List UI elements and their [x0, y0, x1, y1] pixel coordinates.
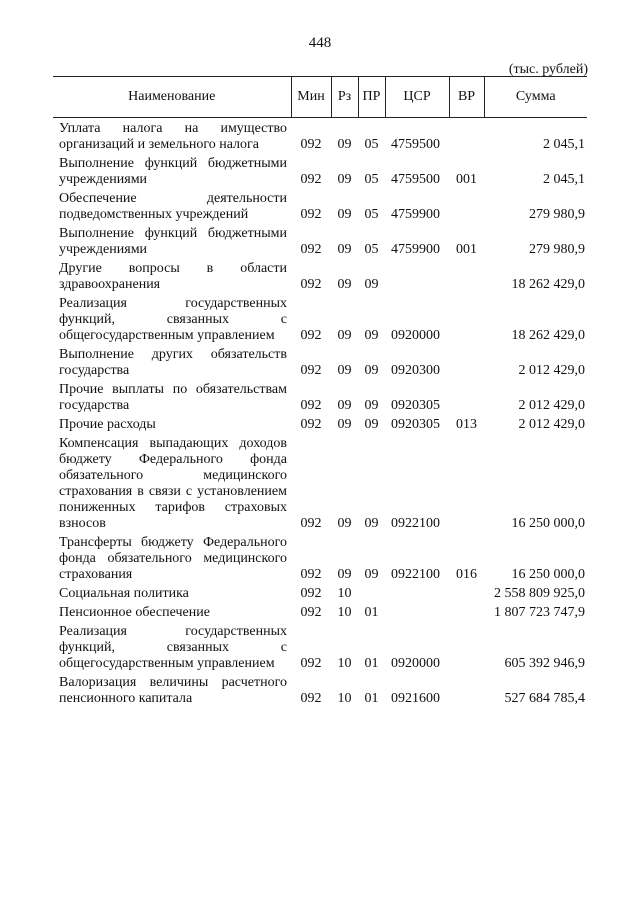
header-sum: Сумма — [484, 77, 587, 118]
cell-rz: 10 — [337, 586, 352, 601]
table-row — [53, 118, 587, 157]
cell-rz: 09 — [337, 242, 352, 257]
cell-vr — [449, 675, 484, 710]
cell-pr: 09 — [364, 328, 379, 343]
cell-csr: 4759500 — [391, 172, 440, 187]
cell-min: 092 — [300, 567, 322, 582]
cell-min: 092 — [300, 398, 322, 413]
cell-sum: 2 045,1 — [543, 137, 585, 152]
cell-min: 092 — [300, 586, 322, 601]
cell-sum: 2 045,1 — [543, 172, 585, 187]
cell-name: Валоризация величины расчетного пенсионного капитала — [59, 675, 287, 706]
cell-rz: 10 — [337, 656, 352, 671]
cell-rz: 09 — [337, 207, 352, 222]
cell-name: Прочие расходы — [59, 417, 156, 432]
cell-csr: 0922100 — [391, 567, 440, 582]
cell-name: Компенсация выпадающих доходов бюджету Федерального фонда обязательного медицинского страхования в связи с установлением пониженных тарифов страховых взносов — [59, 436, 287, 531]
cell-pr: 09 — [364, 567, 379, 582]
cell-min: 092 — [300, 605, 322, 620]
cell-name: Выполнение функций бюджетными учреждениями — [59, 226, 287, 257]
cell-min: 092 — [300, 328, 322, 343]
cell-name: Трансферты бюджету Федерального фонда обязательного медицинского страхования — [59, 535, 287, 582]
cell-sum: 279 980,9 — [529, 207, 585, 222]
table-row — [53, 382, 587, 417]
cell-min: 092 — [300, 363, 322, 378]
cell-min: 092 — [300, 417, 322, 432]
cell-vr — [449, 261, 484, 296]
cell-rz: 09 — [337, 417, 352, 432]
table-row — [53, 605, 587, 624]
cell-sum: 605 392 946,9 — [504, 656, 585, 671]
cell-rz: 09 — [337, 172, 352, 187]
cell-name: Пенсионное обеспечение — [59, 605, 210, 620]
cell-name: Другие вопросы в области здравоохранения — [59, 261, 287, 292]
header-min: Мин — [291, 77, 331, 118]
table-row — [53, 191, 587, 226]
cell-rz: 09 — [337, 516, 352, 531]
cell-vr — [449, 605, 484, 624]
cell-pr: 05 — [364, 172, 379, 187]
cell-vr — [449, 382, 484, 417]
cell-pr: 09 — [364, 516, 379, 531]
cell-rz: 09 — [337, 567, 352, 582]
cell-pr — [358, 586, 385, 605]
cell-min: 092 — [300, 137, 322, 152]
cell-sum: 2 012 429,0 — [518, 398, 585, 413]
cell-sum: 1 807 723 747,9 — [494, 605, 585, 620]
cell-min: 092 — [300, 691, 322, 706]
page-number: 448 — [308, 35, 332, 51]
table-row — [53, 675, 587, 710]
table-row — [53, 156, 587, 191]
cell-pr: 01 — [364, 656, 379, 671]
table-header-row — [53, 77, 587, 118]
cell-vr — [449, 347, 484, 382]
cell-pr: 09 — [364, 417, 379, 432]
cell-csr: 0920305 — [391, 398, 440, 413]
cell-min: 092 — [300, 656, 322, 671]
table-row — [53, 436, 587, 535]
cell-vr — [449, 624, 484, 675]
cell-name: Социальная политика — [59, 586, 189, 601]
cell-name: Прочие выплаты по обязательствам государства — [59, 382, 287, 413]
cell-csr: 4759500 — [391, 137, 440, 152]
cell-csr: 0922100 — [391, 516, 440, 531]
cell-rz: 10 — [337, 605, 352, 620]
cell-vr — [449, 191, 484, 226]
header-vr: ВР — [449, 77, 484, 118]
table-row — [53, 261, 587, 296]
header-rz: Рз — [331, 77, 358, 118]
header-csr: ЦСР — [385, 77, 449, 118]
cell-vr: 001 — [456, 242, 477, 257]
cell-min: 092 — [300, 172, 322, 187]
cell-name: Реализация государственных функций, связанных с общегосударственным управлением — [59, 296, 287, 343]
cell-sum: 18 262 429,0 — [511, 328, 585, 343]
cell-csr: 0921600 — [391, 691, 440, 706]
cell-vr — [449, 296, 484, 347]
cell-pr: 01 — [364, 691, 379, 706]
header-pr: ПР — [358, 77, 385, 118]
cell-vr — [449, 118, 484, 157]
cell-pr: 05 — [364, 137, 379, 152]
table-row — [53, 417, 587, 436]
table-row — [53, 296, 587, 347]
table-row — [53, 226, 587, 261]
cell-min: 092 — [300, 242, 322, 257]
cell-name: Выполнение других обязательств государства — [59, 347, 287, 378]
cell-csr: 4759900 — [391, 207, 440, 222]
cell-sum: 16 250 000,0 — [511, 567, 585, 582]
cell-sum: 279 980,9 — [529, 242, 585, 257]
cell-vr: 016 — [456, 567, 477, 582]
table-row — [53, 535, 587, 586]
cell-csr — [385, 586, 449, 605]
cell-pr: 05 — [364, 207, 379, 222]
cell-sum: 16 250 000,0 — [511, 516, 585, 531]
cell-csr: 0920000 — [391, 656, 440, 671]
cell-csr — [385, 605, 449, 624]
cell-rz: 09 — [337, 398, 352, 413]
cell-sum: 18 262 429,0 — [511, 277, 585, 292]
cell-sum: 2 012 429,0 — [518, 417, 585, 432]
cell-csr: 4759900 — [391, 242, 440, 257]
cell-pr: 09 — [364, 277, 379, 292]
budget-table — [53, 76, 587, 710]
cell-name: Обеспечение деятельности подведомственных учреждений — [59, 191, 287, 222]
cell-rz: 09 — [337, 363, 352, 378]
cell-csr: 0920305 — [391, 417, 440, 432]
cell-vr: 013 — [456, 417, 477, 432]
cell-min: 092 — [300, 207, 322, 222]
cell-pr: 09 — [364, 363, 379, 378]
cell-vr: 001 — [456, 172, 477, 187]
cell-pr: 01 — [364, 605, 379, 620]
cell-rz: 09 — [337, 277, 352, 292]
cell-csr — [385, 261, 449, 296]
units-label: (тыс. рублей) — [508, 62, 588, 77]
table-row — [53, 586, 587, 605]
cell-vr — [449, 436, 484, 535]
cell-name: Уплата налога на имущество организаций и земельного налога — [59, 121, 287, 152]
cell-min: 092 — [300, 516, 322, 531]
cell-pr: 05 — [364, 242, 379, 257]
cell-csr: 0920300 — [391, 363, 440, 378]
cell-rz: 09 — [337, 137, 352, 152]
cell-vr — [449, 586, 484, 605]
cell-name: Реализация государственных функций, связанных с общегосударственным управлением — [59, 624, 287, 671]
cell-rz: 10 — [337, 691, 352, 706]
header-name: Наименование — [53, 77, 291, 118]
cell-csr: 0920000 — [391, 328, 440, 343]
cell-sum: 2 012 429,0 — [518, 363, 585, 378]
cell-sum: 2 558 809 925,0 — [494, 586, 585, 601]
cell-name: Выполнение функций бюджетными учреждениями — [59, 156, 287, 187]
table-row — [53, 624, 587, 675]
cell-sum: 527 684 785,4 — [504, 691, 585, 706]
cell-pr: 09 — [364, 398, 379, 413]
table-row — [53, 347, 587, 382]
cell-rz: 09 — [337, 328, 352, 343]
cell-min: 092 — [300, 277, 322, 292]
